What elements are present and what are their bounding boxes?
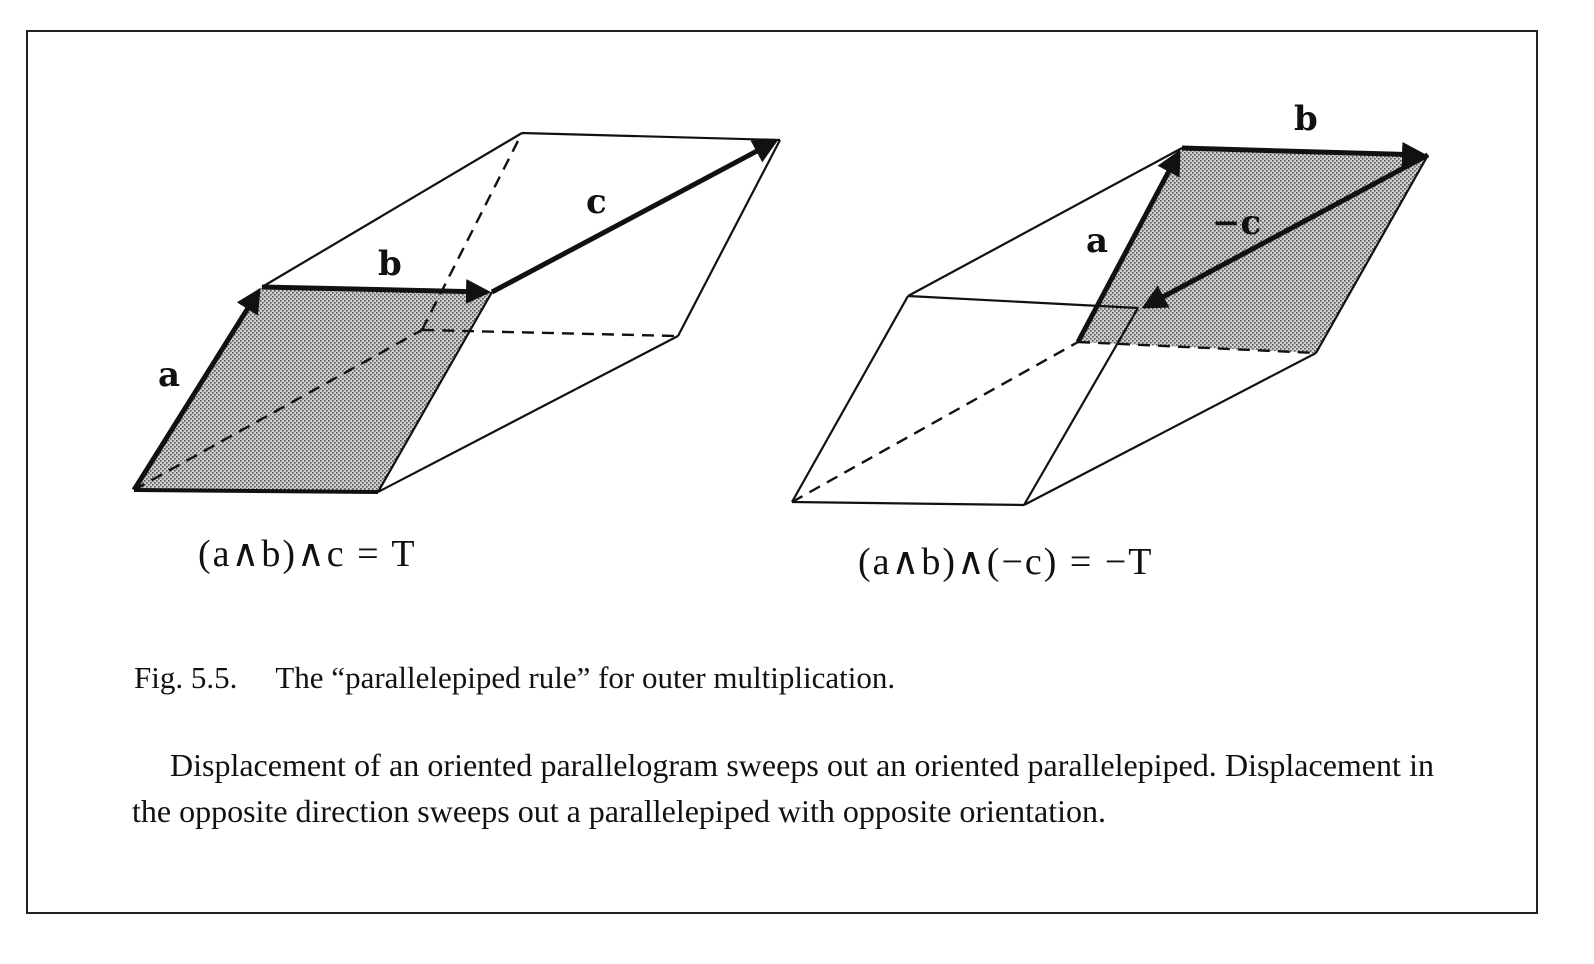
label-b-left: b	[378, 244, 402, 284]
body-paragraph: Displacement of an oriented parallelogram sweeps out an oriented parallelepiped. Displacement in the opposite direction sweeps out a parallelepiped with opposite orientation.	[132, 747, 1434, 829]
caption-text: The “parallelepiped rule” for outer multiplication.	[275, 660, 896, 695]
vector-c-left	[492, 142, 774, 292]
figure-number: Fig. 5.5.	[134, 660, 238, 695]
equation-left: (a∧b)∧c = T	[198, 533, 417, 575]
label-c-left: c	[586, 182, 607, 222]
right-parallelepiped	[792, 99, 1428, 583]
left-parallelepiped	[134, 133, 780, 575]
right-hidden-edges	[792, 342, 1316, 502]
label-b-right: b	[1294, 99, 1318, 139]
label-neg-c-right: −c	[1212, 203, 1262, 243]
equation-right: (a∧b)∧(−c) = −T	[858, 541, 1154, 583]
label-a-left: a	[158, 355, 181, 395]
label-a-right: a	[1086, 221, 1109, 261]
figure-caption	[134, 660, 1454, 696]
